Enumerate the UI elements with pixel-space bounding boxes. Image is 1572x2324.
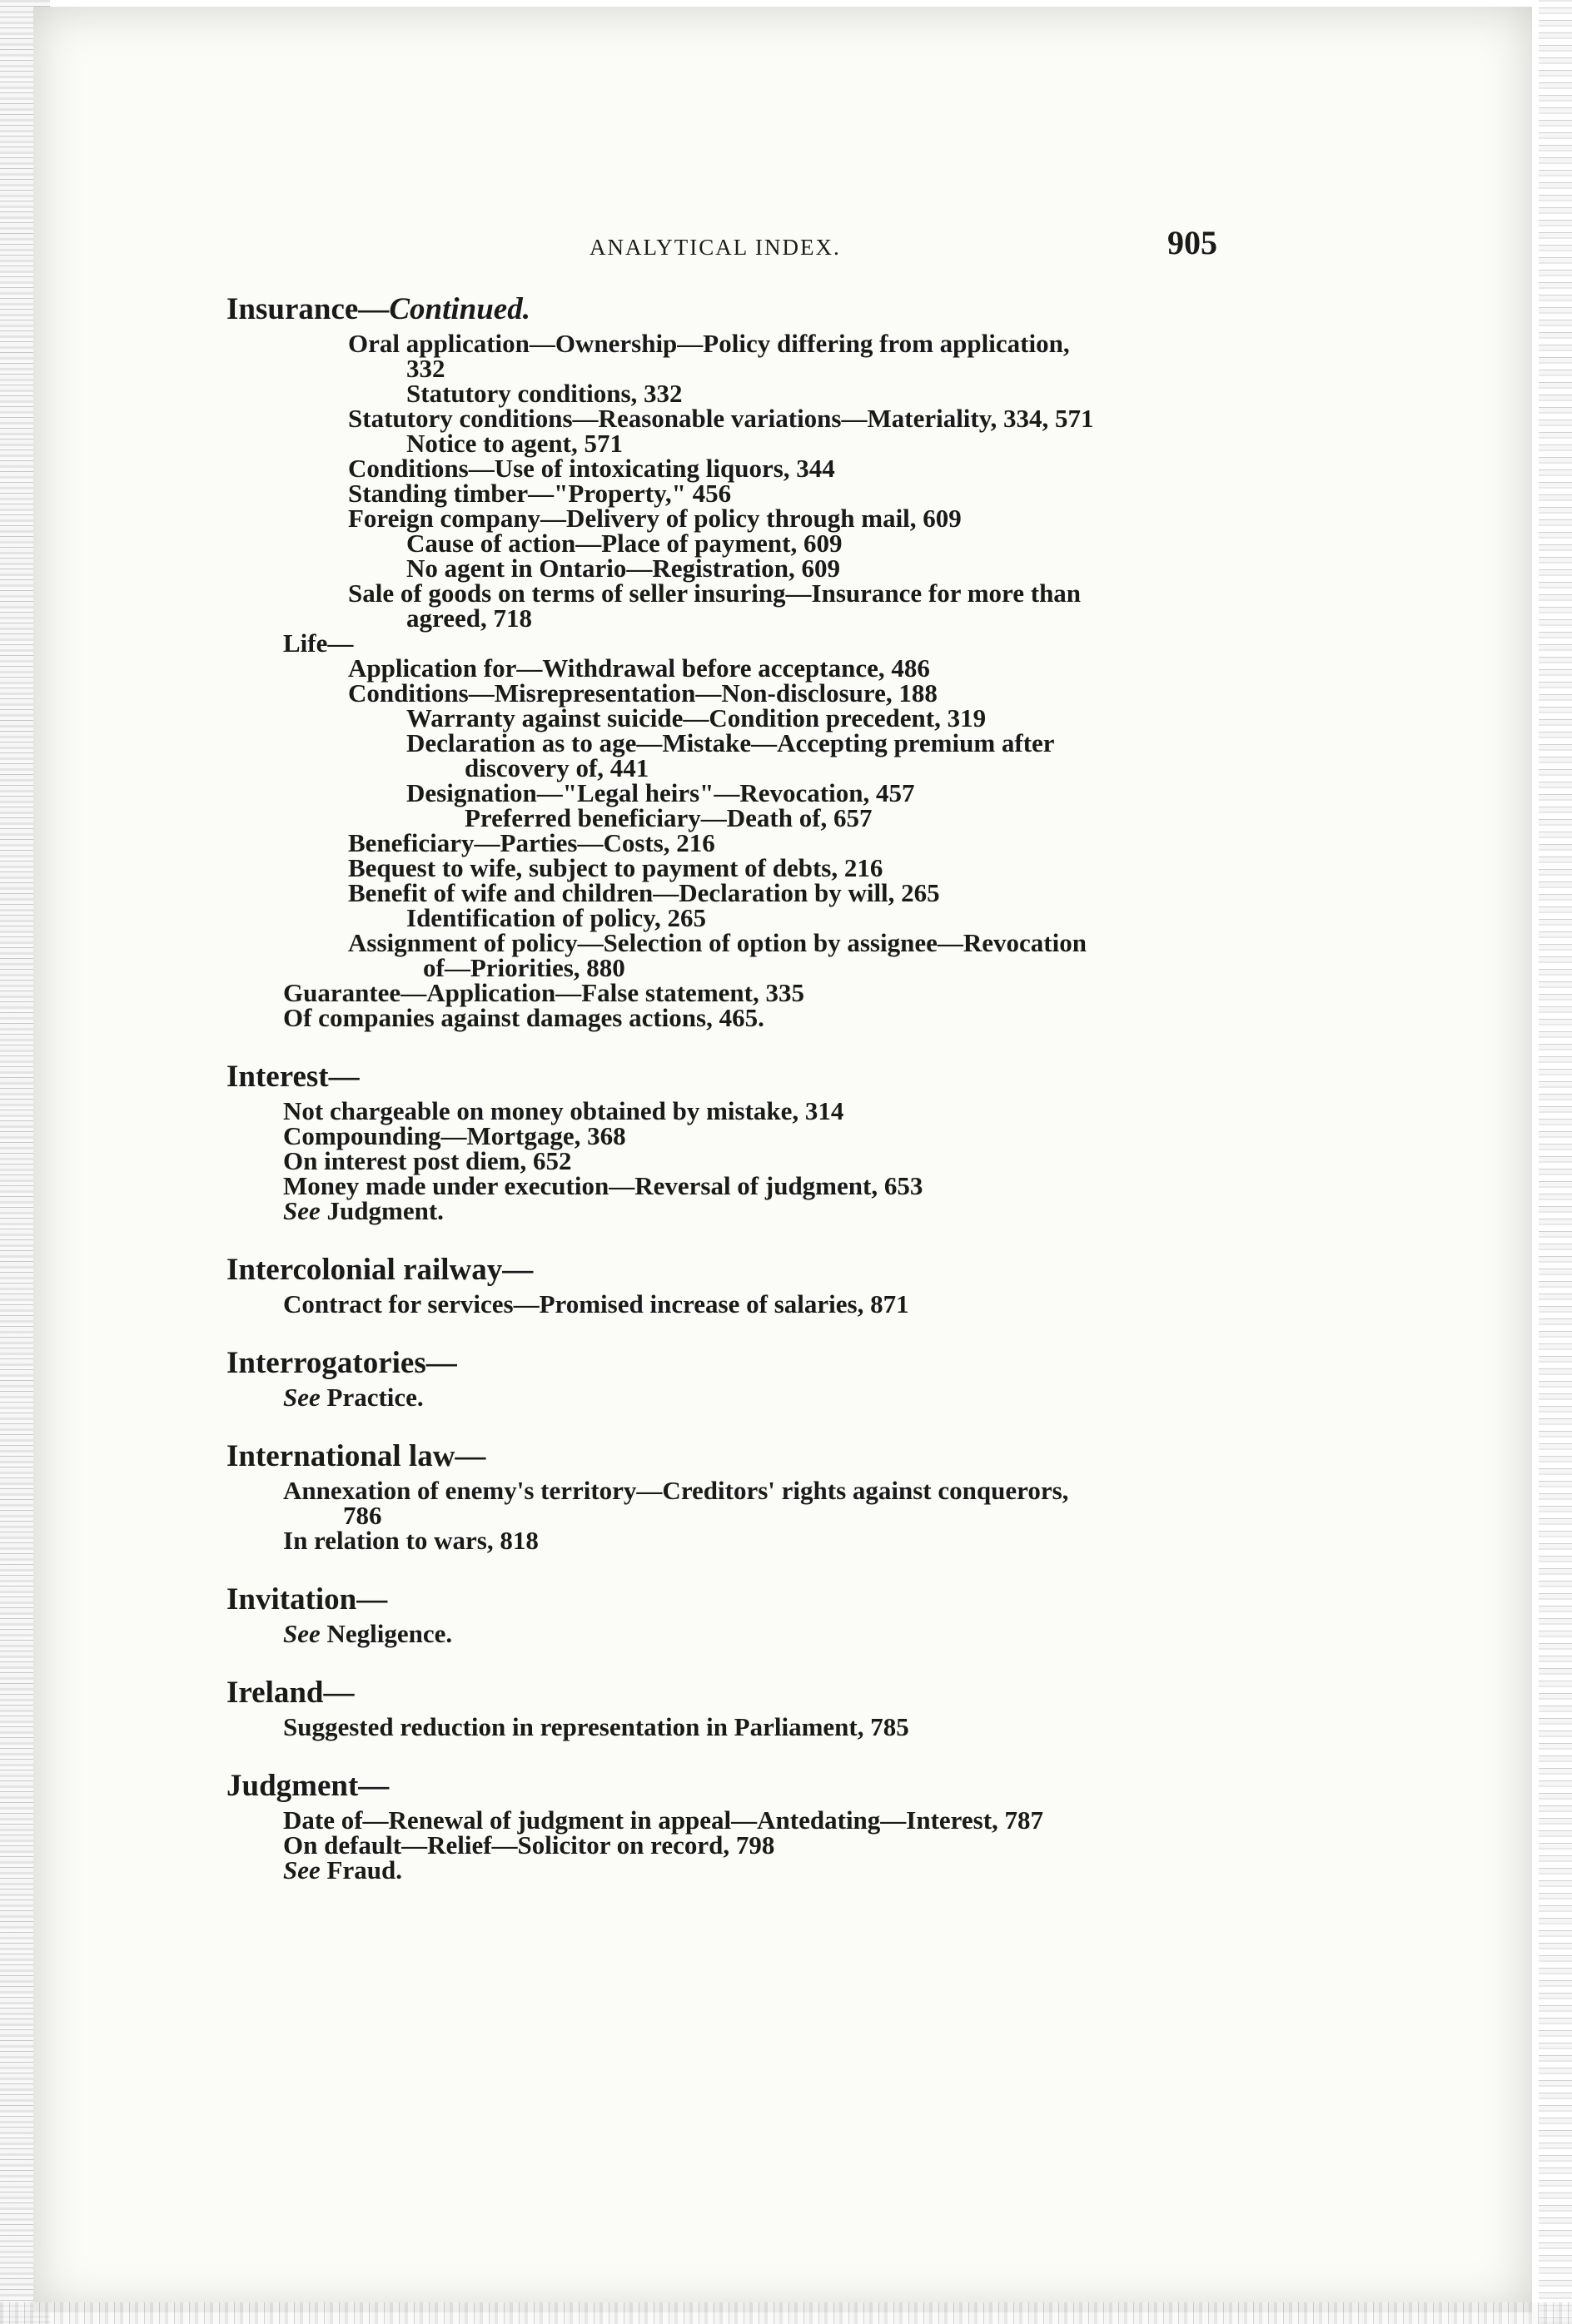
index-line: Foreign company—Delivery of policy through mail, 609 bbox=[348, 504, 962, 533]
index-line: Designation—"Legal heirs"—Revocation, 457 bbox=[406, 778, 915, 807]
page-number: 905 bbox=[1167, 224, 1217, 261]
continued-label: Continued. bbox=[389, 292, 530, 326]
index-line: Application for—Withdrawal before acceptance, 486 bbox=[348, 653, 930, 683]
index-line: Preferred beneficiary—Death of, 657 bbox=[465, 803, 873, 832]
index-line: Statutory conditions—Reasonable variations—Materiality, 334, 571 bbox=[348, 404, 1094, 433]
index-line: Conditions—Misrepresentation—Non-disclosure, 188 bbox=[348, 678, 938, 708]
see-reference bbox=[226, 1196, 1226, 1225]
index-line: Sale of goods on terms of seller insuring—Insurance for more than bbox=[348, 579, 1082, 608]
index-line: Assignment of policy—Selection of option by assignee—Revocation bbox=[348, 928, 1087, 957]
entry-invitation bbox=[226, 1583, 1226, 1646]
see-reference bbox=[226, 1855, 1226, 1885]
entry-ireland bbox=[226, 1676, 1226, 1740]
index-line: agreed, 718 bbox=[406, 603, 532, 633]
entry-heading: Insurance—Continued. bbox=[226, 292, 530, 326]
see-target: Judgment. bbox=[326, 1196, 444, 1225]
entry-heading: Ireland— bbox=[226, 1676, 355, 1710]
entry-heading: Interrogatories— bbox=[226, 1346, 457, 1380]
index-line: Cause of action—Place of payment, 609 bbox=[406, 529, 843, 558]
index-line: Date of—Renewal of judgment in appeal—Antedating—Interest, 787 bbox=[283, 1805, 1044, 1835]
index-line: Warranty against suicide—Condition precedent, 319 bbox=[406, 703, 987, 732]
index-line: Annexation of enemy's territory—Creditors' rights against conquerors, bbox=[283, 1476, 1069, 1505]
see-reference bbox=[226, 1385, 1226, 1410]
entry-heading: Interest— bbox=[226, 1060, 360, 1094]
entry-heading: International law— bbox=[226, 1439, 486, 1473]
index-line: 332 bbox=[406, 354, 445, 383]
index-line: Bequest to wife, subject to payment of debts, 216 bbox=[348, 853, 883, 882]
index-line: On default—Relief—Solicitor on record, 798 bbox=[283, 1830, 775, 1860]
entry-heading: Judgment— bbox=[226, 1769, 390, 1803]
index-line: Statutory conditions, 332 bbox=[406, 379, 683, 408]
index-line: Declaration as to age—Mistake—Accepting premium after bbox=[406, 728, 1055, 757]
page-header bbox=[0, 223, 1572, 273]
index-line: of—Priorities, 880 bbox=[423, 953, 625, 982]
index-line: Benefit of wife and children—Declaration by will, 265 bbox=[348, 878, 940, 907]
index-line: Life— bbox=[283, 628, 354, 658]
index-line: Identification of policy, 265 bbox=[406, 903, 706, 932]
entry-international-law bbox=[226, 1440, 1226, 1553]
index-line: Conditions—Use of intoxicating liquors, 344 bbox=[348, 454, 835, 483]
see-word: See bbox=[283, 1383, 321, 1412]
index-line: Guarantee—Application—False statement, 335 bbox=[283, 978, 804, 1007]
index-line: 786 bbox=[343, 1501, 382, 1530]
see-word: See bbox=[283, 1855, 321, 1885]
see-target: Practice. bbox=[326, 1383, 424, 1412]
index-line: discovery of, 441 bbox=[465, 753, 649, 782]
index-line: No agent in Ontario—Registration, 609 bbox=[406, 554, 840, 583]
index-line: Not chargeable on money obtained by mistake, 314 bbox=[283, 1096, 844, 1125]
entry-heading: Intercolonial railway— bbox=[226, 1253, 534, 1287]
index-line: Notice to agent, 571 bbox=[406, 429, 623, 458]
index-line: Money made under execution—Reversal of judgment, 653 bbox=[283, 1171, 923, 1200]
running-title: ANALYTICAL INDEX. bbox=[590, 235, 841, 260]
see-reference bbox=[226, 1621, 1226, 1646]
index-line: Suggested reduction in representation in Parliament, 785 bbox=[283, 1712, 909, 1741]
entry-judgment bbox=[226, 1770, 1226, 1883]
entry-heading: Invitation— bbox=[226, 1582, 388, 1616]
see-word: See bbox=[283, 1619, 321, 1648]
index-line: Of companies against damages actions, 465. bbox=[283, 1003, 764, 1032]
see-word: See bbox=[283, 1196, 321, 1225]
entry-insurance bbox=[226, 293, 1226, 1030]
index-line: Beneficiary—Parties—Costs, 216 bbox=[348, 828, 715, 857]
index-content bbox=[226, 293, 1226, 1883]
see-target: Fraud. bbox=[326, 1855, 402, 1885]
scan-edge-right bbox=[1539, 0, 1572, 2324]
index-line: Standing timber—"Property," 456 bbox=[348, 479, 732, 508]
entry-interrogatories bbox=[226, 1347, 1226, 1410]
entry-intercolonial-railway bbox=[226, 1254, 1226, 1317]
see-target: Negligence. bbox=[326, 1619, 453, 1648]
index-line: On interest post diem, 652 bbox=[283, 1146, 572, 1175]
entry-interest bbox=[226, 1060, 1226, 1224]
index-line: In relation to wars, 818 bbox=[283, 1526, 539, 1555]
index-line: Contract for services—Promised increase of salaries, 871 bbox=[283, 1289, 909, 1318]
index-line: Compounding—Mortgage, 368 bbox=[283, 1121, 626, 1150]
index-line: Oral application—Ownership—Policy differing from application, bbox=[348, 329, 1070, 358]
